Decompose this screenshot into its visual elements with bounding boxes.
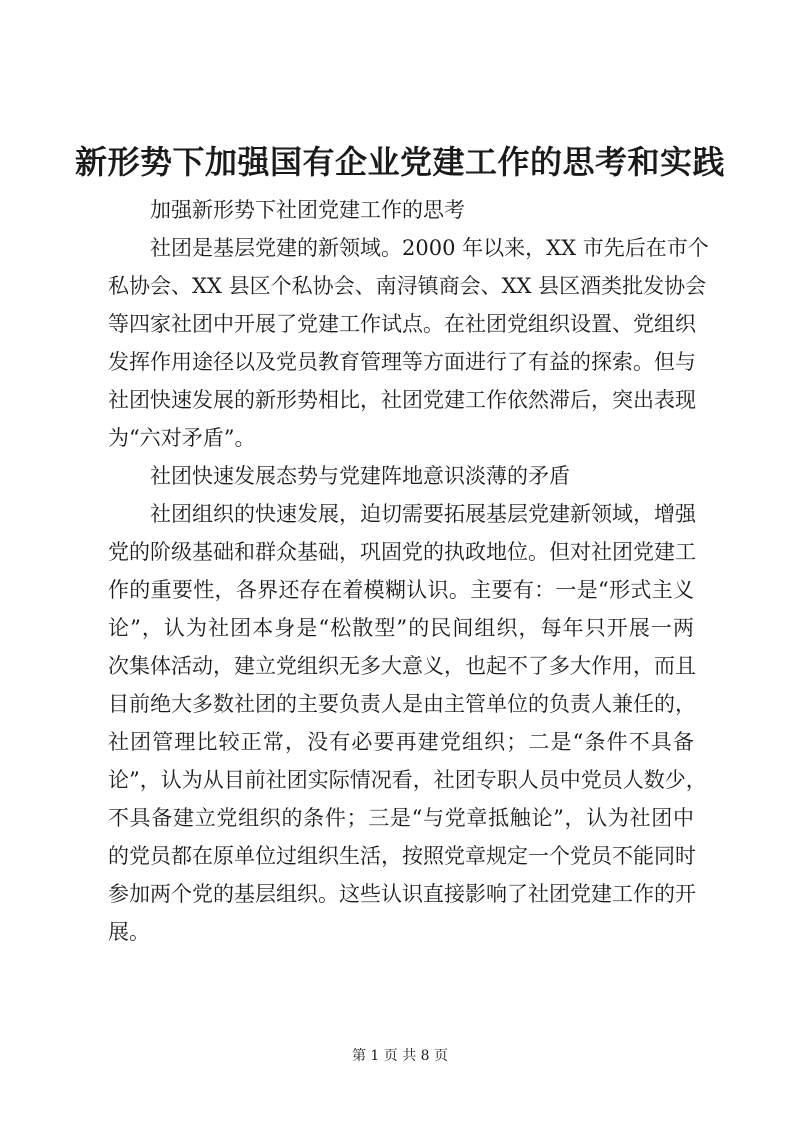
- body-text-line: 展。: [108, 920, 150, 944]
- body-text-line: 加强新形势下社团党建工作的思考: [150, 198, 465, 222]
- body-text-line: 作的重要性，各界还存在着模糊认识。主要有：一是“形式主义: [108, 578, 694, 602]
- body-text-line: 等四家社团中开展了党建工作试点。在社团党组织设置、党组织: [108, 312, 696, 336]
- document-title: 新形势下加强国有企业党建工作的思考和实践: [74, 143, 725, 181]
- body-text-line: 为“六对矛盾”。: [108, 426, 256, 450]
- body-text-line: 社团组织的快速发展，迫切需要拓展基层党建新领域，增强: [150, 502, 696, 526]
- body-text-line: 社团快速发展的新形势相比，社团党建工作依然滞后，突出表现: [108, 388, 696, 412]
- body-text-line: 社团管理比较正常，没有必要再建党组织；二是“条件不具备: [108, 730, 694, 754]
- body-text-line: 论”，认为从目前社团实际情况看，社团专职人员中党员人数少，: [108, 768, 707, 792]
- body-text-line: 党的阶级基础和群众基础，巩固党的执政地位。但对社团党建工: [108, 540, 696, 564]
- body-text-line: 目前绝大多数社团的主要负责人是由主管单位的负责人兼任的，: [108, 692, 696, 716]
- body-text-line: 社团是基层党建的新领域。2000 年以来，XX 市先后在市个: [150, 236, 709, 260]
- body-text-line: 不具备建立党组织的条件；三是“与党章抵触论”，认为社团中: [108, 806, 694, 830]
- body-text-line: 次集体活动，建立党组织无多大意义，也起不了多大作用，而且: [108, 654, 696, 678]
- body-text-line: 发挥作用途径以及党员教育管理等方面进行了有益的探索。但与: [108, 350, 696, 374]
- body-text-line: 论”，认为社团本身是“松散型”的民间组织，每年只开展一两: [108, 616, 694, 640]
- body-text-line: 的党员都在原单位过组织生活，按照党章规定一个党员不能同时: [108, 844, 696, 868]
- body-text-line: 私协会、XX 县区个私协会、南浔镇商会、XX 县区酒类批发协会: [108, 274, 707, 298]
- page-footer: 第 1 页 共 8 页: [351, 1048, 449, 1064]
- body-text-line: 参加两个党的基层组织。这些认识直接影响了社团党建工作的开: [108, 882, 696, 906]
- document-body: [108, 191, 709, 951]
- body-text-line: 社团快速发展态势与党建阵地意识淡薄的矛盾: [150, 464, 570, 488]
